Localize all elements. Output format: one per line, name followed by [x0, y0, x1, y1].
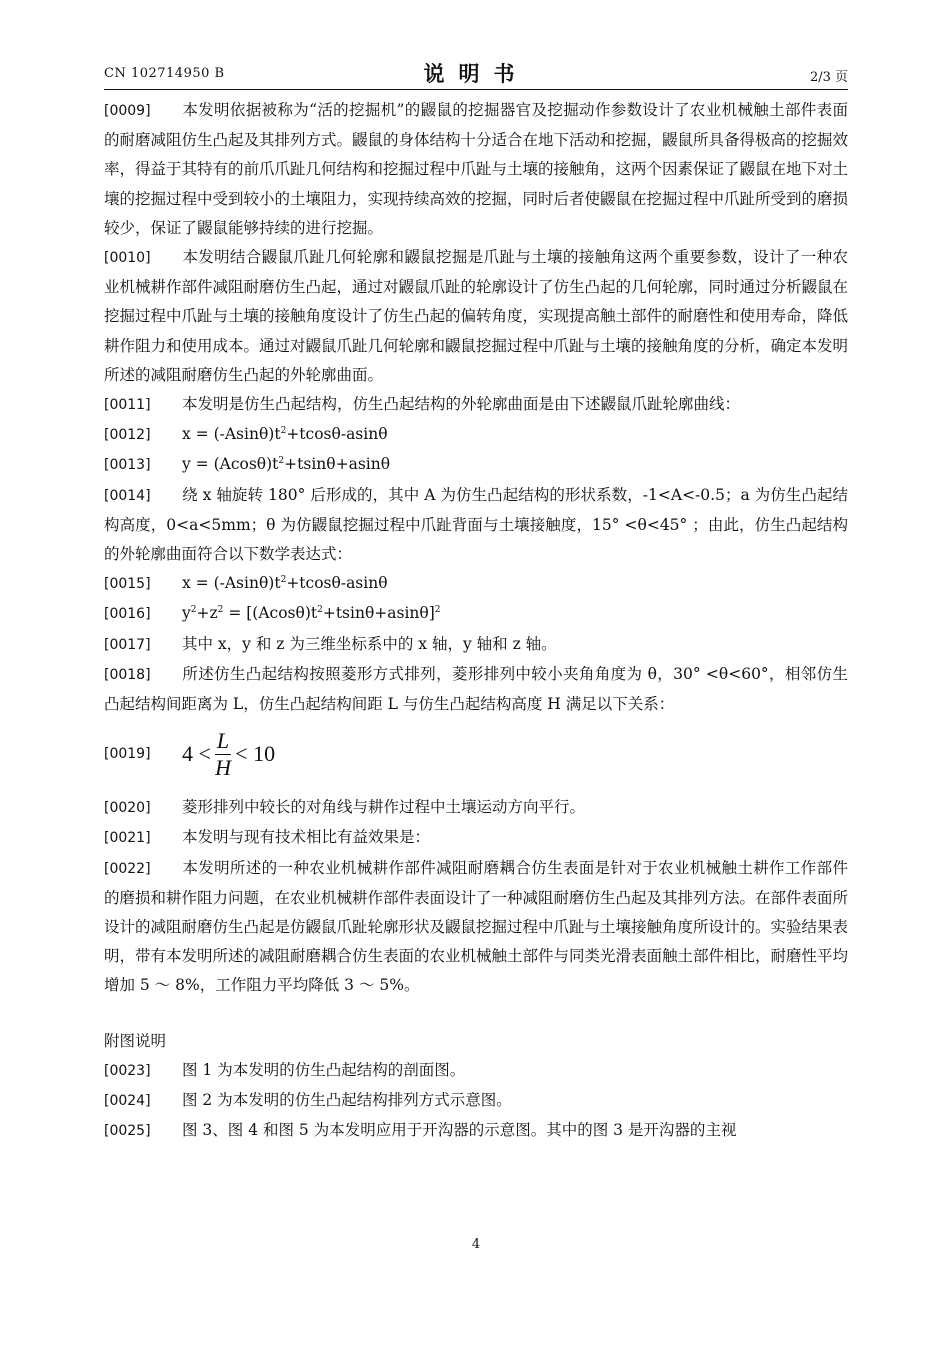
paragraph-text: 其中 x，y 和 z 为三维坐标系中的 x 轴，y 轴和 z 轴。 — [182, 634, 557, 653]
formula-part: +tsinθ+asinθ] — [322, 604, 435, 623]
fraction-numerator: L — [216, 727, 230, 753]
paragraph-0014 — [104, 481, 848, 570]
fraction — [215, 728, 231, 781]
paragraph-0017 — [104, 630, 848, 660]
formula-part: +tcosθ-asinθ — [286, 425, 388, 444]
formula-part: +tcosθ-asinθ — [286, 574, 388, 593]
formula-0016 — [104, 599, 848, 629]
formula-exponent: 2 — [278, 456, 285, 467]
formula-0012 — [104, 420, 848, 450]
formula-0015 — [104, 569, 848, 599]
paragraph-0010 — [104, 243, 848, 390]
formula-exponent: 2 — [317, 605, 323, 616]
paragraph-number: [0015] — [104, 576, 151, 593]
paragraph-0020 — [104, 793, 848, 823]
formula-part: y = (Acosθ)t — [182, 455, 279, 474]
paragraph-number: [0014] — [104, 487, 151, 504]
paragraph-number: [0021] — [104, 830, 151, 847]
paragraph-0024 — [104, 1086, 848, 1116]
document-title: 说明书 — [423, 62, 529, 86]
formula-0013 — [104, 450, 848, 480]
header-rule — [104, 89, 848, 90]
formula-part: y — [182, 604, 191, 623]
formula-0019 — [104, 721, 848, 787]
section-heading: 附图说明 — [104, 1031, 167, 1050]
paragraph-number: [0012] — [104, 427, 151, 444]
paragraph-0021 — [104, 823, 848, 853]
inequality — [182, 728, 275, 781]
paragraph-number: [0018] — [104, 666, 151, 683]
paragraph-number: [0011] — [104, 397, 151, 414]
paragraph-number: [0020] — [104, 800, 151, 817]
paragraph-number: [0016] — [104, 606, 151, 623]
patent-number: CN 102714950 B — [104, 66, 225, 81]
paragraph-number: [0017] — [104, 636, 151, 653]
paragraph-number: [0023] — [104, 1062, 151, 1079]
paragraph-text: 本发明所述的一种农业机械耕作部件减阻耐磨耦合仿生表面是针对于农业机械触土耕作工作部件的磨损和耕作阻力问题，在农业机械耕作部件表面设计了一种减阻耐磨仿生凸起及其排列方法。在部件表面所设计的减阻耐磨仿生凸起是仿鼹鼠爪趾轮廓形状及鼹鼠挖掘过程中爪趾与土壤接触角度所设计的。实验结果表明，带有本发明所述的减阻耐磨耦合仿生表面的农业机械触土部件与同类光滑表面触土部件相比，耐磨性平均增加 5 ～ 8%，工作阻力平均降低 3 ～ 5%。 — [104, 858, 849, 995]
formula-part: +tsinθ+asinθ — [284, 455, 391, 474]
paragraph-text: 本发明与现有技术相比有益效果是： — [182, 828, 431, 847]
paragraph-text: 图 2 为本发明的仿生凸起结构排列方式示意图。 — [182, 1091, 512, 1110]
formula-exponent: 2 — [434, 605, 441, 616]
paragraph-number: [0009] — [104, 103, 151, 119]
paragraph-text: 本发明依据被称为“活的挖掘机”的鼹鼠的挖掘器官及挖掘动作参数设计了农业机械触土部件表面的耐磨减阻仿生凸起及其排列方式。鼹鼠的身体结构十分适合在地下活动和挖掘，鼹鼠所具备得极高的挖掘效率，得益于其特有的前爪爪趾几何结构和挖掘过程中爪趾与土壤的接触角，这两个因素保证了鼹鼠在地下对土壤的挖掘过程中受到较小的土壤阻力，实现持续高效的挖掘，同时后者使鼹鼠在挖掘过程中爪趾所受到的磨损较少，保证了鼹鼠能够持续的进行挖掘。 — [104, 101, 849, 237]
paragraph-number: [0024] — [104, 1093, 151, 1110]
paragraph-number: [0025] — [104, 1123, 151, 1140]
inequality-left: 4 < — [182, 741, 211, 767]
formula-part: x = (-Asinθ)t — [182, 574, 281, 593]
formula-exponent: 2 — [280, 575, 287, 586]
paragraph-text: 菱形排列中较长的对角线与耕作过程中土壤运动方向平行。 — [182, 798, 586, 817]
fraction-denominator: H — [215, 754, 231, 780]
paragraph-0023 — [104, 1056, 848, 1086]
paragraph-number: [0013] — [104, 457, 151, 474]
paragraph-text: 本发明结合鼹鼠爪趾几何轮廓和鼹鼠挖掘是爪趾与土壤的接触角这两个重要参数，设计了一种农业机械耕作部件减阻耐磨仿生凸起，通过对鼹鼠爪趾的轮廓设计了仿生凸起的几何轮廓，同时通过分析鼹鼠在挖掘过程中爪趾与土壤的接触角度设计了仿生凸起的偏转角度，实现提高触土部件的耐磨性和使用寿命，降低耕作阻力和使用成本。通过对鼹鼠爪趾几何轮廓和鼹鼠挖掘过程中爪趾与土壤的接触角度的分析，确定本发明所述的减阻耐磨仿生凸起的外轮廓曲面。 — [104, 248, 849, 384]
formula-part: +z — [196, 604, 218, 623]
paragraph-number: [0022] — [104, 860, 151, 877]
paragraph-0018 — [104, 660, 848, 719]
formula-part: x = (-Asinθ)t — [182, 425, 281, 444]
paragraph-0011 — [104, 390, 848, 420]
paragraph-number: [0010] — [104, 250, 151, 267]
paragraph-text: 本发明是仿生凸起结构，仿生凸起结构的外轮廓曲面是由下述鼹鼠爪趾轮廓曲线： — [182, 395, 741, 414]
document-body — [104, 96, 848, 1147]
page-header — [104, 58, 848, 88]
inequality-right: < 10 — [235, 741, 276, 767]
paragraph-text: 绕 x 轴旋转 180° 后形成的，其中 A 为仿生凸起结构的形状系数，-1<A<-0.5；a 为仿生凸起结构高度，0<a<5mm；θ 为仿鼹鼠挖掘过程中爪趾背面与土壤接触度，15° <θ<45° ；由此，仿生凸起结构的外轮廓曲面符合以下数学表达式： — [104, 485, 848, 564]
paragraph-number: [0019] — [104, 746, 151, 763]
paragraph-0022 — [104, 854, 848, 1001]
page-number: 4 — [471, 1237, 481, 1252]
formula-exponent: 2 — [217, 605, 224, 616]
paragraph-text: 所述仿生凸起结构按照菱形方式排列，菱形排列中较小夹角角度为 θ，30° <θ<60°，相邻仿生凸起结构间距离为 L，仿生凸起结构间距 L 与仿生凸起结构高度 H 满足以下关系： — [104, 664, 848, 714]
paragraph-0009 — [104, 96, 848, 243]
paragraph-text: 图 1 为本发明的仿生凸起结构的剖面图。 — [182, 1060, 466, 1079]
formula-part: = [(Acosθ)t — [223, 604, 318, 623]
paragraph-0025 — [104, 1116, 848, 1146]
page-indicator: 2/3 页 — [809, 70, 848, 85]
formula-exponent: 2 — [190, 605, 197, 616]
paragraph-text: 图 3、图 4 和图 5 为本发明应用于开沟器的示意图。其中的图 3 是开沟器的主视 — [182, 1121, 737, 1140]
formula-exponent: 2 — [280, 426, 287, 437]
